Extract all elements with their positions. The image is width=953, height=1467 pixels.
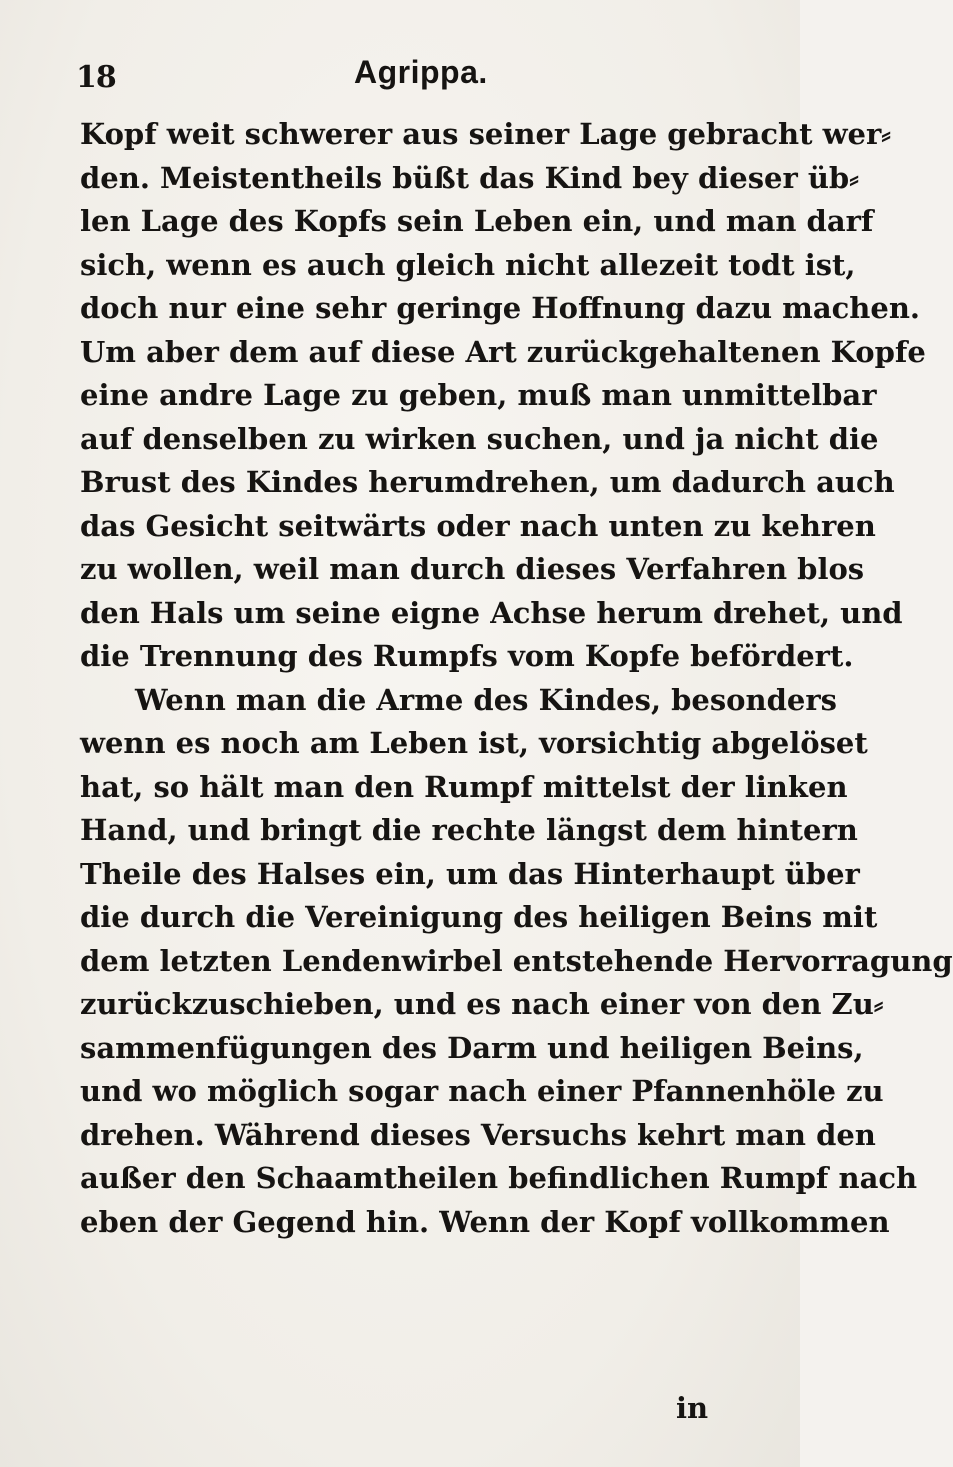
text-line: Wenn man die Arme des Kindes, besonders [135,682,837,717]
page-header [0,54,800,104]
text-line: die durch die Vereinigung des heiligen Beins mit [80,900,878,934]
text-line: sich, wenn es auch gleich nicht allezeit todt ist, [80,247,856,282]
text-line: Um aber dem auf diese Art zurückgehaltenen Kopfe [80,334,926,369]
page-number: 18 [76,60,116,95]
text-line: zurückzuschieben, und es nach einer von den Zu⸗ [80,987,884,1021]
text-line: zu wollen, weil man durch dieses Verfahren blos [80,552,865,586]
text-line: eine andre Lage zu geben, muß man unmittelbar [80,378,877,412]
body-text [80,113,953,1244]
text-line: sammenfügungen des Darm und heiligen Beins, [80,1030,864,1065]
text-line: doch nur eine sehr geringe Hoffnung dazu machen. [80,291,921,325]
text-line: Brust des Kindes herumdrehen, um dadurch auch [80,465,895,499]
text-line: auf denselben zu wirken suchen, und ja nicht die [80,421,879,456]
running-head: Agrippa. [354,54,488,90]
text-line: eben der Gegend hin. Wenn der Kopf vollkommen [80,1204,890,1239]
text-line: drehen. Während dieses Versuchs kehrt man den [80,1117,876,1152]
text-line: Kopf weit schwerer aus seiner Lage gebracht wer⸗ [80,117,891,151]
text-line: den. Meistentheils büßt das Kind bey dieser üb⸗ [80,160,859,195]
text-line: dem letzten Lendenwirbel entstehende Hervorragung [80,943,953,978]
text-line: den Hals um seine eigne Achse herum drehet, und [80,595,903,630]
text-line: die Trennung des Rumpfs vom Kopfe befördert. [80,639,854,673]
text-line: Theile des Halses ein, um das Hinterhaupt über [80,856,860,891]
catchword: in [676,1391,709,1425]
text-line: wenn es noch am Leben ist, vorsichtig abgelöset [80,726,868,760]
text-line: außer den Schaamtheilen befindlichen Rumpf nach [80,1161,918,1195]
text-line: hat, so hält man den Rumpf mittelst der linken [80,769,848,804]
text-line: und wo möglich sogar nach einer Pfannenhöle zu [80,1074,884,1108]
text-line: Hand, und bringt die rechte längst dem hintern [80,813,858,847]
text-line: das Gesicht seitwärts oder nach unten zu kehren [80,508,876,543]
text-line: len Lage des Kopfs sein Leben ein, und man darf [80,204,874,238]
